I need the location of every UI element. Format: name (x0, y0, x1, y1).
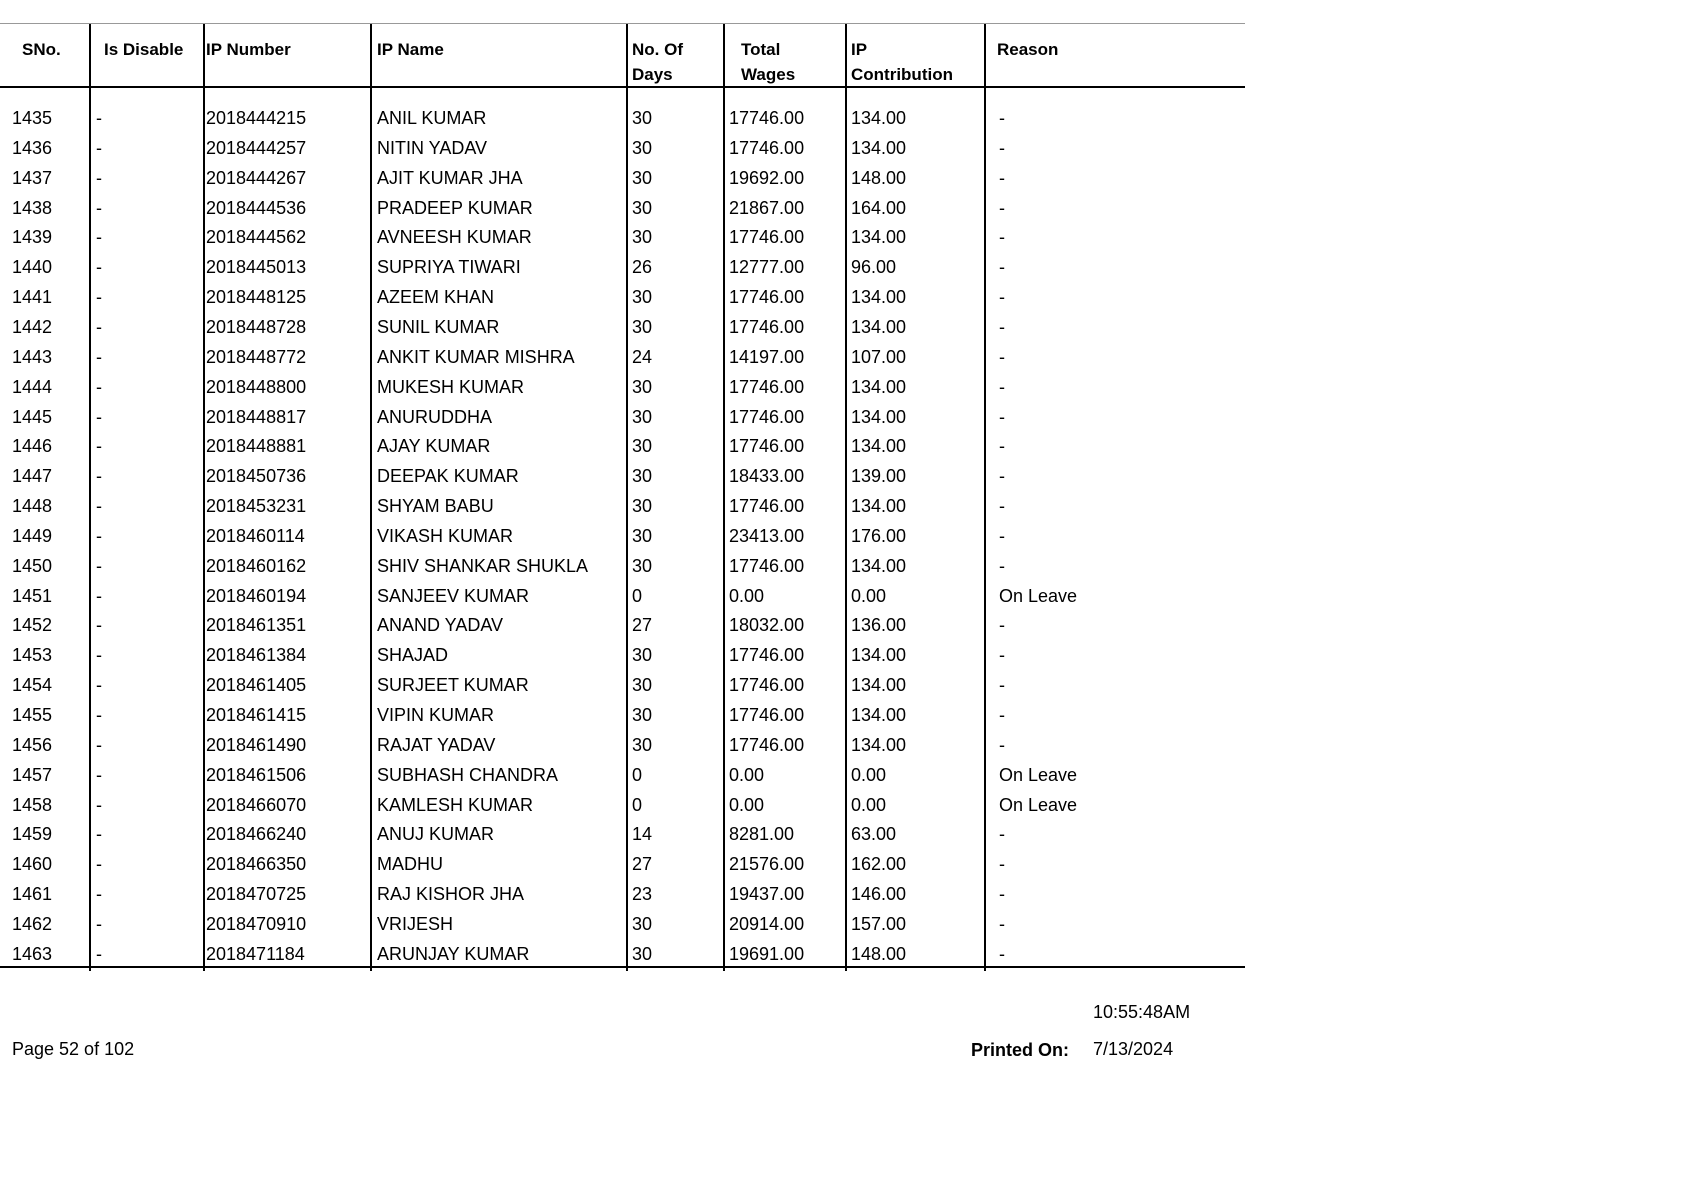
cell-wages: 14197.00 (729, 346, 805, 367)
cell-sno: 1441 (12, 287, 53, 308)
cell-sno: 1451 (12, 585, 53, 606)
cell-sno: 1461 (12, 884, 53, 905)
cell-wages: 18032.00 (729, 615, 805, 636)
cell-ip-number: 2018470725 (206, 884, 307, 905)
cell-reason: - (999, 645, 1005, 666)
cell-sno: 1454 (12, 675, 53, 696)
cell-ip-name: DEEPAK KUMAR (377, 466, 519, 487)
cell-sno: 1440 (12, 257, 53, 278)
cell-days: 0 (632, 764, 643, 785)
cell-reason: - (999, 316, 1005, 337)
cell-wages: 17746.00 (729, 137, 805, 158)
cell-contribution: 134.00 (851, 436, 907, 457)
cell-reason: - (999, 167, 1005, 188)
column-header-sno (22, 37, 61, 62)
cell-ip-number: 2018461490 (206, 734, 307, 755)
header-rule (0, 86, 1245, 88)
cell-is-disable: - (96, 406, 102, 427)
cell-ip-number: 2018444267 (206, 167, 307, 188)
cell-is-disable: - (96, 824, 102, 845)
cell-contribution: 134.00 (851, 734, 907, 755)
cell-contribution: 164.00 (851, 197, 907, 218)
column-header-ip-number (206, 37, 291, 62)
cell-reason: - (999, 137, 1005, 158)
cell-ip-number: 2018448881 (206, 436, 307, 457)
cell-reason: On Leave (999, 794, 1078, 815)
cell-wages: 17746.00 (729, 496, 805, 517)
cell-ip-name: PRADEEP KUMAR (377, 197, 533, 218)
cell-days: 30 (632, 705, 653, 725)
cell-wages: 0.00 (729, 585, 765, 606)
cell-days: 30 (632, 227, 653, 248)
cell-ip-number: 2018461415 (206, 705, 307, 725)
cell-ip-name: VIPIN KUMAR (377, 705, 495, 725)
cell-ip-number: 2018445013 (206, 257, 307, 278)
cell-days: 30 (632, 734, 653, 755)
column-header-line: Contribution (851, 65, 953, 84)
column-header-ip-name (377, 37, 444, 62)
cell-contribution: 0.00 (851, 764, 887, 785)
cell-wages: 17746.00 (729, 108, 805, 128)
cell-ip-number: 2018450736 (206, 466, 307, 487)
table-row (0, 939, 1245, 969)
cell-sno: 1452 (12, 615, 53, 636)
table-row (0, 103, 1245, 133)
cell-ip-name: ANKIT KUMAR MISHRA (377, 346, 575, 367)
table-row (0, 163, 1245, 193)
cell-contribution: 0.00 (851, 794, 887, 815)
cell-is-disable: - (96, 108, 102, 128)
table-row (0, 193, 1245, 223)
cell-sno: 1455 (12, 705, 53, 725)
cell-contribution: 134.00 (851, 645, 907, 666)
cell-reason: - (999, 734, 1005, 755)
cell-ip-name: KAMLESH KUMAR (377, 794, 534, 815)
cell-is-disable: - (96, 913, 102, 934)
table-row (0, 581, 1245, 611)
cell-sno: 1437 (12, 167, 53, 188)
table-row (0, 790, 1245, 820)
cell-ip-number: 2018470910 (206, 913, 307, 934)
table-row (0, 909, 1245, 939)
cell-days: 30 (632, 555, 653, 576)
cell-wages: 19692.00 (729, 167, 805, 188)
cell-is-disable: - (96, 376, 102, 397)
cell-ip-number: 2018460114 (206, 525, 305, 546)
cell-ip-name: AJAY KUMAR (377, 436, 491, 457)
cell-days: 30 (632, 525, 653, 546)
column-header-contribution (851, 37, 953, 87)
cell-ip-name: RAJAT YADAV (377, 734, 496, 755)
cell-days: 30 (632, 316, 653, 337)
column-header-line: Total (741, 40, 781, 59)
cell-is-disable: - (96, 615, 102, 636)
cell-reason: - (999, 227, 1005, 248)
cell-contribution: 134.00 (851, 496, 907, 517)
table-row (0, 819, 1245, 849)
cell-days: 30 (632, 436, 653, 457)
cell-sno: 1446 (12, 436, 53, 457)
cell-sno: 1438 (12, 197, 53, 218)
cell-days: 30 (632, 675, 653, 696)
table-row (0, 491, 1245, 521)
cell-reason: - (999, 496, 1005, 517)
table-row (0, 252, 1245, 282)
cell-days: 30 (632, 137, 653, 158)
cell-contribution: 134.00 (851, 287, 907, 308)
cell-is-disable: - (96, 167, 102, 188)
cell-wages: 17746.00 (729, 406, 805, 427)
cell-wages: 19691.00 (729, 943, 805, 964)
cell-contribution: 148.00 (851, 943, 907, 964)
table-row (0, 551, 1245, 581)
column-divider (370, 24, 372, 971)
cell-reason: - (999, 943, 1005, 964)
cell-ip-number: 2018453231 (206, 496, 307, 517)
cell-ip-name: VIKASH KUMAR (377, 525, 514, 546)
cell-days: 30 (632, 406, 653, 427)
table-row (0, 640, 1245, 670)
column-header-line: Days (632, 65, 673, 84)
cell-reason: - (999, 466, 1005, 487)
cell-is-disable: - (96, 585, 102, 606)
cell-ip-number: 2018444215 (206, 108, 307, 128)
cell-ip-number: 2018448772 (206, 346, 307, 367)
cell-wages: 23413.00 (729, 525, 805, 546)
printed-on-label: Printed On: (971, 1040, 1069, 1060)
table-bottom-rule (0, 966, 1245, 968)
column-divider (89, 24, 91, 971)
cell-ip-number: 2018448728 (206, 316, 307, 337)
cell-wages: 17746.00 (729, 436, 805, 457)
table-row (0, 700, 1245, 730)
cell-contribution: 134.00 (851, 705, 907, 725)
cell-ip-name: RAJ KISHOR JHA (377, 884, 525, 905)
cell-is-disable: - (96, 525, 102, 546)
column-header-is-disable (104, 37, 183, 62)
cell-ip-name: SURJEET KUMAR (377, 675, 529, 696)
cell-reason: - (999, 108, 1005, 128)
cell-reason: - (999, 705, 1005, 725)
column-header-line: Is Disable (104, 40, 184, 59)
cell-wages: 21576.00 (729, 854, 805, 875)
cell-reason: - (999, 257, 1005, 278)
column-header-line: SNo. (22, 40, 61, 59)
cell-wages: 17746.00 (729, 645, 805, 666)
cell-days: 30 (632, 466, 653, 487)
cell-is-disable: - (96, 884, 102, 905)
cell-days: 30 (632, 913, 653, 934)
cell-contribution: 157.00 (851, 913, 907, 934)
cell-is-disable: - (96, 675, 102, 696)
cell-wages: 18433.00 (729, 466, 805, 487)
cell-days: 26 (632, 257, 653, 278)
cell-days: 27 (632, 854, 653, 875)
cell-ip-number: 2018448817 (206, 406, 307, 427)
cell-contribution: 134.00 (851, 137, 907, 158)
cell-wages: 21867.00 (729, 197, 805, 218)
cell-ip-number: 2018466350 (206, 854, 307, 875)
table-row (0, 730, 1245, 760)
cell-days: 30 (632, 376, 653, 397)
cell-reason: - (999, 675, 1005, 696)
cell-days: 30 (632, 943, 653, 964)
cell-wages: 0.00 (729, 794, 765, 815)
cell-is-disable: - (96, 227, 102, 248)
cell-days: 24 (632, 346, 653, 367)
cell-reason: - (999, 615, 1005, 636)
cell-ip-name: SANJEEV KUMAR (377, 585, 530, 606)
table-row (0, 461, 1245, 491)
column-divider (626, 24, 628, 971)
cell-wages: 19437.00 (729, 884, 805, 905)
cell-days: 23 (632, 884, 653, 905)
table-row (0, 402, 1245, 432)
column-header-wages (741, 37, 795, 87)
cell-contribution: 0.00 (851, 585, 887, 606)
cell-sno: 1450 (12, 555, 53, 576)
cell-days: 30 (632, 287, 653, 308)
cell-days: 30 (632, 496, 653, 517)
page-number: Page 52 of 102 (12, 1039, 135, 1059)
cell-reason: - (999, 346, 1005, 367)
cell-contribution: 139.00 (851, 466, 907, 487)
cell-ip-name: ANURUDDHA (377, 406, 493, 427)
cell-is-disable: - (96, 287, 102, 308)
table-row (0, 670, 1245, 700)
cell-wages: 12777.00 (729, 257, 805, 278)
cell-contribution: 134.00 (851, 675, 907, 696)
cell-ip-name: ANUJ KUMAR (377, 824, 495, 845)
cell-is-disable: - (96, 346, 102, 367)
cell-sno: 1447 (12, 466, 53, 487)
cell-is-disable: - (96, 764, 102, 785)
cell-sno: 1449 (12, 525, 53, 546)
cell-reason: - (999, 376, 1005, 397)
cell-ip-name: AJIT KUMAR JHA (377, 167, 523, 188)
cell-sno: 1458 (12, 794, 53, 815)
printed-time: 10:55:48AM (1093, 1002, 1191, 1022)
cell-ip-number: 2018448125 (206, 287, 307, 308)
cell-days: 30 (632, 108, 653, 128)
cell-contribution: 134.00 (851, 316, 907, 337)
cell-ip-number: 2018461506 (206, 764, 307, 785)
cell-ip-name: ARUNJAY KUMAR (377, 943, 530, 964)
cell-ip-number: 2018461405 (206, 675, 307, 696)
cell-ip-number: 2018448800 (206, 376, 307, 397)
cell-is-disable: - (96, 645, 102, 666)
table-row (0, 849, 1245, 879)
cell-contribution: 176.00 (851, 525, 907, 546)
cell-days: 14 (632, 824, 653, 845)
column-header-line: Wages (741, 65, 796, 84)
column-divider (203, 24, 205, 971)
cell-ip-name: NITIN YADAV (377, 137, 488, 158)
cell-sno: 1453 (12, 645, 53, 666)
cell-reason: - (999, 854, 1005, 875)
cell-reason: - (999, 525, 1005, 546)
table-row (0, 431, 1245, 461)
cell-reason: - (999, 555, 1005, 576)
cell-days: 0 (632, 794, 643, 815)
cell-contribution: 96.00 (851, 257, 897, 278)
cell-ip-name: AVNEESH KUMAR (377, 227, 532, 248)
table-row (0, 133, 1245, 163)
cell-wages: 17746.00 (729, 227, 805, 248)
cell-reason: - (999, 824, 1005, 845)
cell-is-disable: - (96, 137, 102, 158)
printed-date: 7/13/2024 (1093, 1039, 1174, 1059)
cell-reason: - (999, 436, 1005, 457)
cell-sno: 1456 (12, 734, 53, 755)
cell-ip-name: SHIV SHANKAR SHUKLA (377, 555, 589, 576)
cell-sno: 1443 (12, 346, 53, 367)
cell-sno: 1462 (12, 913, 53, 934)
table-row (0, 282, 1245, 312)
cell-is-disable: - (96, 555, 102, 576)
table-row (0, 342, 1245, 372)
table-row (0, 610, 1245, 640)
cell-wages: 17746.00 (729, 287, 805, 308)
cell-is-disable: - (96, 794, 102, 815)
cell-contribution: 134.00 (851, 376, 907, 397)
cell-wages: 8281.00 (729, 824, 795, 845)
cell-ip-name: VRIJESH (377, 913, 454, 934)
cell-ip-number: 2018444562 (206, 227, 307, 248)
cell-is-disable: - (96, 734, 102, 755)
cell-ip-number: 2018444257 (206, 137, 307, 158)
cell-wages: 17746.00 (729, 316, 805, 337)
cell-reason: - (999, 287, 1005, 308)
cell-ip-name: SUPRIYA TIWARI (377, 257, 521, 278)
cell-ip-number: 2018466240 (206, 824, 307, 845)
table-row (0, 222, 1245, 252)
cell-reason: - (999, 884, 1005, 905)
cell-sno: 1444 (12, 376, 53, 397)
cell-sno: 1459 (12, 824, 53, 845)
cell-is-disable: - (96, 436, 102, 457)
cell-is-disable: - (96, 705, 102, 725)
table-row (0, 372, 1245, 402)
cell-ip-number: 2018461351 (206, 615, 307, 636)
cell-wages: 17746.00 (729, 734, 805, 755)
cell-contribution: 134.00 (851, 555, 907, 576)
column-divider (984, 24, 986, 971)
cell-ip-number: 2018460162 (206, 555, 307, 576)
cell-is-disable: - (96, 496, 102, 517)
cell-contribution: 134.00 (851, 406, 907, 427)
cell-contribution: 63.00 (851, 824, 897, 845)
cell-wages: 17746.00 (729, 705, 805, 725)
cell-sno: 1439 (12, 227, 53, 248)
cell-ip-number: 2018471184 (206, 943, 305, 964)
cell-ip-name: SUNIL KUMAR (377, 316, 500, 337)
cell-is-disable: - (96, 316, 102, 337)
cell-contribution: 107.00 (851, 346, 907, 367)
cell-is-disable: - (96, 943, 102, 964)
cell-ip-number: 2018466070 (206, 794, 307, 815)
cell-contribution: 136.00 (851, 615, 907, 636)
column-divider (723, 24, 725, 971)
cell-wages: 20914.00 (729, 913, 805, 934)
cell-days: 27 (632, 615, 653, 636)
cell-reason: On Leave (999, 585, 1078, 606)
cell-reason: - (999, 197, 1005, 218)
cell-reason: - (999, 406, 1005, 427)
cell-is-disable: - (96, 197, 102, 218)
column-header-line: IP (851, 40, 868, 59)
cell-is-disable: - (96, 466, 102, 487)
column-header-line: No. Of (632, 40, 683, 59)
column-header-line: IP Number (206, 40, 291, 59)
column-header-line: Reason (997, 40, 1059, 59)
cell-ip-name: SUBHASH CHANDRA (377, 764, 559, 785)
cell-ip-name: ANAND YADAV (377, 615, 504, 636)
cell-ip-name: MADHU (377, 854, 443, 875)
cell-sno: 1435 (12, 108, 53, 128)
cell-days: 0 (632, 585, 643, 606)
cell-wages: 17746.00 (729, 675, 805, 696)
cell-wages: 17746.00 (729, 376, 805, 397)
table-row (0, 879, 1245, 909)
cell-is-disable: - (96, 854, 102, 875)
cell-contribution: 146.00 (851, 884, 907, 905)
cell-reason: - (999, 913, 1005, 934)
cell-ip-name: ANIL KUMAR (377, 108, 487, 128)
cell-ip-number: 2018460194 (206, 585, 307, 606)
cell-sno: 1436 (12, 137, 53, 158)
cell-sno: 1442 (12, 316, 53, 337)
cell-sno: 1460 (12, 854, 53, 875)
cell-days: 30 (632, 197, 653, 218)
cell-wages: 0.00 (729, 764, 765, 785)
cell-contribution: 162.00 (851, 854, 907, 875)
cell-ip-name: MUKESH KUMAR (377, 376, 525, 397)
table-row (0, 760, 1245, 790)
cell-sno: 1445 (12, 406, 53, 427)
cell-ip-name: SHYAM BABU (377, 496, 494, 517)
column-divider (845, 24, 847, 971)
cell-days: 30 (632, 645, 653, 666)
table-row (0, 521, 1245, 551)
column-header-reason (997, 37, 1058, 62)
cell-sno: 1463 (12, 943, 53, 964)
cell-ip-name: AZEEM KHAN (377, 287, 495, 308)
cell-ip-name: SHAJAD (377, 645, 449, 666)
column-header-days (632, 37, 683, 87)
table-row (0, 312, 1245, 342)
cell-sno: 1448 (12, 496, 53, 517)
cell-contribution: 134.00 (851, 227, 907, 248)
cell-reason: On Leave (999, 764, 1078, 785)
cell-ip-number: 2018444536 (206, 197, 307, 218)
cell-wages: 17746.00 (729, 555, 805, 576)
cell-contribution: 148.00 (851, 167, 907, 188)
cell-ip-number: 2018461384 (206, 645, 307, 666)
cell-contribution: 134.00 (851, 108, 907, 128)
cell-sno: 1457 (12, 764, 53, 785)
column-header-line: IP Name (377, 40, 444, 59)
cell-days: 30 (632, 167, 653, 188)
cell-is-disable: - (96, 257, 102, 278)
table-top-rule (0, 23, 1245, 24)
